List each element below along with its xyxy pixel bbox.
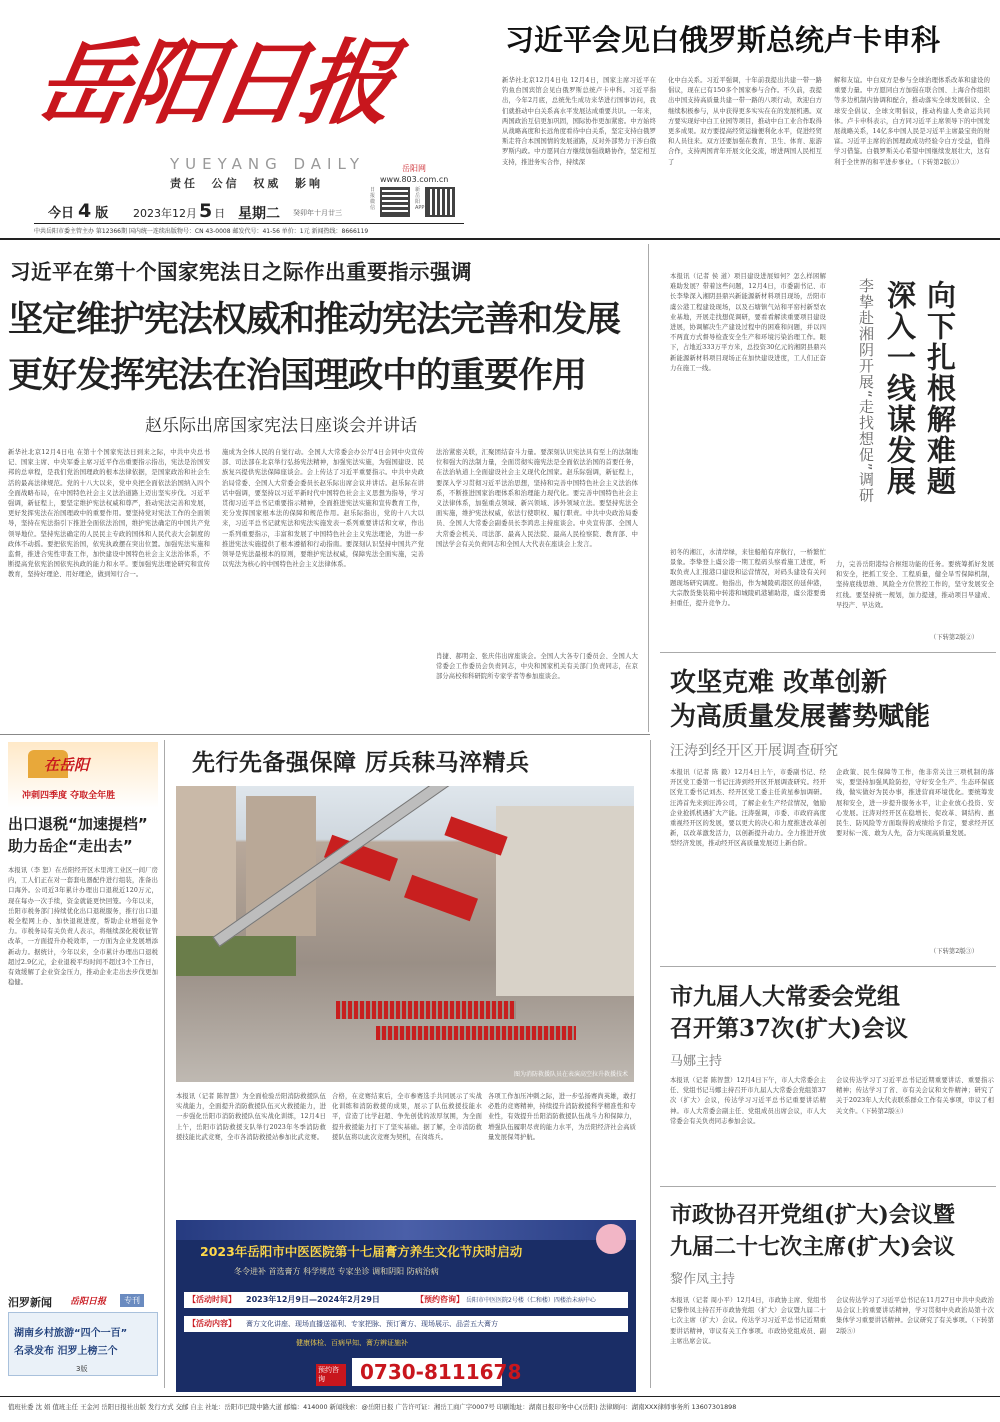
ad-content-label: 【活动内容】	[188, 1319, 236, 1328]
top-story-headline[interactable]: 习近平会见白俄罗斯总统卢卡申科	[505, 23, 941, 57]
reform-bottom-divider	[660, 966, 996, 967]
npc-col1: 本报讯（记者 陈智慧）12月4日下午，市人大常委会主任、党组书记马娜主持召开市九届人大常委会党组第37次（扩大）会议，传达学习习近平总书记重要讲话精神。市人大常委会副主任、党组成员出席会议，市人大常委会有关负责同志参加会议。	[670, 1077, 826, 1125]
side-headline-1[interactable]: 向下扎根解难题	[923, 280, 957, 497]
reform-col2: 企政策、民生保障等工作，他非常关注三项机制的落实，要坚持加强风险防控，守好安全生产、生态环保底线，做实做好为民办事，推进营商环境优化。要统筹发展和安全，进一步提升服务水平，让企业放心投资、安心发展。汪涛对经开区在稳增长、促改革、调结构、惠民生、防风险等方面取得的成绩给予肯定，要求经开区要对标一流、敢为人先，奋力实现高质量发展。	[836, 769, 994, 838]
ad-slogan: 冬令进补 首选膏方 科学规范 专家坐诊 调和阴阳 防病治病	[234, 1267, 439, 1276]
ad-decor	[176, 1220, 636, 1240]
ad-sub-content: 健康体检、百病早知、膏方辨证施补	[296, 1339, 408, 1347]
lead-col1: 新华社北京12月4日电 在第十个国家宪法日到来之际，中共中央总书记、国家主席、中央军委主席习近平作出重要指示指出，宪法是治国安邦的总章程，是我们党治国理政的根本法律依据，是国家政治和社会生活的最高法律规范。党的十八大以来，党中央把全面依法治国纳入四个全面战略布局，在中国特色社会主义法治道路上迈出坚实步伐。习近平强调，新征程上，要坚定维护宪法权威和尊严，推动宪法完善和发展，更好发挥宪法在治国理政中的重要作用。要坚持党对宪法工作的全面领导，坚持在宪法指引下推进全面依法治国，维护宪法确定的中国共产党领导地位。坚持宪法确定的人民民主专政的国体和人民代表大会制度的政体不动摇。要把依宪治国，依宪执政摆在突出位置。加强宪法实施和监督，推进合宪性审查工作，加快建设中国特色社会主义法治体系，不断提高党依宪治国依宪执政的能力和水平。要加强宪法理论研究和宣传教育，坚持好理论、用好理论，做到知行合一。	[8, 449, 210, 579]
side-bottom-divider	[660, 652, 996, 653]
photo-firetruck	[404, 875, 478, 921]
left-story-body: 本报讯（李 恕）在岳阳经开区木里湾工业区一间厂房内，工人们正在对一套套电器配件进行组装，准备出口海外。公司近3年累计办理出口退税近120万元，现在每办一次手续，资金就能更快回笼。今年以来，岳阳市税务部门持续优化出口退税服务，推行出口退税全程网上办、加快退税进度，帮助企业增强竞争力。市税务局有关负责人表示，将继续深化税收征管改革，一方面提升办税效率，一方面为企业发展增添新动力。据统计，今年以来，全市累计办理出口退税超过2.9亿元，企业退税平均时间不超过3个工作日，有效缓解了企业资金压力，推动企业走出去步伐更加稳健。	[8, 867, 158, 987]
masthead-logo: 岳阳日报	[28, 29, 400, 137]
edition-unit: 版	[95, 206, 109, 221]
ad-content: 膏方文化讲座、现场直播送福利、专家把脉、预订膏方、现场展示、品尝五大膏方	[246, 1320, 498, 1328]
lead-headline-2[interactable]: 更好发挥宪法在治国理政中的重要作用	[8, 356, 587, 396]
qr-code-wechat[interactable]	[380, 187, 410, 217]
ad-place: 岳阳市中医医院2号楼（仁和楼）四楼治未病中心	[466, 1297, 596, 1304]
promo-label: 汨罗新闻	[8, 1296, 52, 1309]
cppcc-headline-2[interactable]: 九届二十七次主席(扩大)会议	[670, 1234, 955, 1260]
left-banner	[8, 742, 158, 808]
left-headline-2[interactable]: 助力岳企“走出去”	[8, 837, 133, 855]
hospital-ad[interactable]	[176, 1220, 636, 1392]
date-day: 5	[199, 200, 213, 222]
npc-subhead: 马娜主持	[670, 1054, 723, 1069]
ad-time-label: 【活动时间】	[188, 1295, 236, 1304]
lunar-date: 癸卯年十月廿三	[293, 209, 342, 217]
top-divider	[0, 238, 1000, 240]
reform-subhead: 汪涛到经开区开展调查研究	[670, 743, 838, 759]
center-right-divider	[650, 740, 651, 1388]
lead-col3b: 肖捷、郝明金、张庆伟出席座谈会。全国人大各专门委员会、全国人大常委会工作委员会负责同志，中央和国家机关有关部门负责同志，在京部分高校和科研院所专家学者等参加座谈会。	[436, 653, 638, 681]
npc-headline-2[interactable]: 召开第37次(扩大)会议	[670, 1015, 908, 1042]
date-year: 2023年12月	[133, 207, 197, 220]
npc-headline-1[interactable]: 市九届人大常委会党组	[670, 983, 900, 1010]
promo-headline-1: 湖南乡村旅游“四个一百”	[14, 1328, 128, 1339]
cppcc-headline-1[interactable]: 市政协召开党组(扩大)会议暨	[670, 1202, 955, 1228]
promo-logo: 岳阳日报	[70, 1297, 107, 1307]
qr-code-app[interactable]	[425, 187, 455, 217]
reform-headline-2[interactable]: 为高质量发展蓄势赋能	[670, 702, 931, 732]
fire-col2: 合格，在竞赛结束后，全市参赛选手共同展示了实战化训练和消防救援的成果，展示了队伍救援技能水平，营造了比学赶超、争先创优的浓厚氛围，为全面提升救援能力打下了坚实基础。据了解，全市消防救援队伍将以此次竞赛为契机，在岗练兵。	[332, 1093, 482, 1141]
banner-label: 在岳阳	[44, 756, 90, 774]
top-story-col1: 新华社北京12月4日电 12月4日，国家主席习近平在钓鱼台国宾馆会见白俄罗斯总统卢卡申科。习近平指出，今年2月底，总统先生成功来华进行国事访问，我们就推动中白关系高水平发展达成重要共识。一年来，两国政治互信更加巩固，国际协作更加紧密。中方始终从战略高度和长远角度看待中白关系，坚定支持白俄罗斯走符合本国国情的发展道路，反对外部势力干涉白俄罗斯内政。中方愿同白方继续加强战略协作，坚定相互支持，推进务实合作，持续深	[502, 77, 656, 166]
reform-jump: （下转第2版③）	[930, 948, 979, 955]
side-story-jump: （下转第2版②）	[930, 634, 979, 641]
ad-time: 2023年12月9日—2024年2月29日	[246, 1295, 380, 1304]
reform-headline-1[interactable]: 攻坚克难 改革创新	[670, 668, 888, 698]
left-headline-1[interactable]: 出口退税“加速提档”	[8, 815, 148, 833]
footer-divider	[0, 1396, 1000, 1397]
top-story-col3: 解和友谊。中白双方是参与全球治理体系改革和建设的重要力量。中方愿同白方加强在联合国、上海合作组织等多边机制内协调和配合，推动落实全球发展倡议、全球安全倡议、全球文明倡议，推动构建人类命运共同体。卢卡申科表示，白方同习近平主席领导下的中国发展战略关系，14亿多中国人民是习近平主席最宝贵的财富。习近平主席的治国理政成功经验令白方受益，值得学习借鉴。白俄罗斯关心希望中国继续发展壮大，这有利于全世界的和平进步事业。（下转第2版①）	[834, 77, 990, 166]
masthead-pinyin: YUEYANG DAILY	[170, 155, 365, 173]
promo-pointer: 3版	[76, 1365, 88, 1373]
ad-phone[interactable]: 0730-8111678	[352, 1358, 502, 1386]
date-info	[133, 200, 225, 222]
photo-building	[176, 786, 236, 946]
fire-photo[interactable]	[176, 786, 634, 1082]
lead-subhead: 赵乐际出席国家宪法日座谈会并讲话	[145, 416, 417, 436]
date-suffix: 日	[214, 207, 226, 220]
side-story-col1: 本报讯（记者 侯 道）项目建设进展如何？怎么样困解难助发展？带着这些问题，12月4日，市委副书记、市长李挚深入湘阴县鼎兴新能源新材料项目现场，岳阳市虞公港工程建设现场，以及石塘镇气站和平窑村新型农业基地，开展走找想促调研，要看看解读重要项目建设进展，协调解决生产建设过程中的困难和问题，并以四不两直方式督导检查安全生产和环境污染治理工作。眼下，占地近333万平方米，总投资30亿元的湘阴县鼎兴新能源新材料项目现场正在加快建设进度，工人们正奋力在施工一线。	[670, 273, 826, 372]
fire-col1: 本报讯（记者 陈智慧）为全面检验岳阳消防救援队伍实战能力，全面提升消防救援队伍灭火救援能力，进一步强化岳阳市消防救援队伍实战化训练，12月4日上午，岳阳市消防救援支队举行2023年冬季消防救援技能比武竞赛，全市各消防救援站参加比武竞赛。	[176, 1093, 326, 1141]
top-story-col2: 化中白关系。习近平强调，十年前我提出共建一带一路倡议，现在已有150多个国家参与合作。不久前，我提出中国支持高质量共建一带一路的八项行动，欢迎白方继续积极参与，从中获得更多实实在在的发展机遇。双方要实现好中白工业园等项目，推动中白工业合作取得更多成果。双方要提高经贸运输便利化水平，促进经贸和人员往来。双方还要加强在教育、卫生、体育、旅游合作，支持两国青年开展文化交流，增进两国人民相互了	[668, 77, 822, 166]
edition-info	[48, 200, 108, 222]
photo-building	[496, 806, 634, 996]
edition-number: 4	[78, 200, 92, 222]
cppcc-col1: 本报讯（记者 周小平）12月4日，市政协主席、党组书记黎作凤主持召开市政协党组（扩大）会议暨九届二十七次主席（扩大）会议。传达学习习近平总书记近期重要讲话精神，审议有关工作事项。市政协党组成员、副主席出席会议。	[670, 1297, 826, 1345]
cppcc-col2: 会议传达学习了习近平总书记在11月27日中共中央政治局会议上的重要讲话精神，学习贯彻中央政治局第十次集体学习重要讲话精神。会议研究了有关事项。（下转第2版⑤）	[836, 1297, 994, 1335]
promo-headline-2: 名录发布 汨罗上榜三个	[14, 1346, 118, 1357]
website-url[interactable]: www.803.com.cn	[380, 175, 449, 184]
qr1-label: 日报微信	[370, 187, 376, 211]
footer-info: 值班社委 沈 娟 值班主任 王金河 岳阳日报社出版 发行方式 交邮 自主 社址：岳阳市巴陵中路大道 邮编：414000 新闻线索：@岳阳日报 广告许可证：湘岳工商广字0007号 印刷地址：湖南日报印务中心(岳阳) 法律顾问：湖南XXX律师事务所 13607301898	[8, 1403, 737, 1411]
banner-sub: 冲刺四季度 夺取全年胜	[22, 791, 116, 801]
photo-crowd	[336, 1001, 516, 1019]
left-col-divider	[164, 740, 165, 1388]
npc-col2: 会议传达学习了习近平总书记近期重要讲话、重要指示精神；传达学习了省、市有关会议和文件精神；研究了关于2023年人大代表联系群众工作有关事项，审议了相关文件。（下转第2版④）	[836, 1077, 994, 1115]
side-story-col2: 力，完善岳阳港综合枢纽功能的任务。要统筹抓好发展和安全，把抓工安全、工程质量，健全旱雪保障机制，坚持底线思维、风险全方位管控工作的，坚守发展安全红线。要坚持统一规划，加力提速，推动项目早建成、早投产、早达效。	[836, 561, 994, 609]
ad-phone-label: 预约咨询	[316, 1364, 346, 1386]
weekday: 星期二	[238, 206, 280, 222]
lead-bottom-divider	[0, 734, 650, 735]
side-story-col1b: 初冬的湘江，水清岸绿，来往船舶有序航行，一桥繁忙景象。李挚登上虞公港一期工程码头察看施工进度，听取负责人汇报港口建设和运营情况，对码头建设有关问题现场研究调度。他指出，作为城陵矶港区的延伸港，大宗散货集装箱中转港和城陵矶港辅助港，虞公港要勇担重任，提升竞争力。	[670, 549, 826, 608]
ad-title: 2023年岳阳市中医医院第十七届膏方养生文化节庆时启动	[200, 1244, 523, 1259]
fire-headline[interactable]: 先行先备强保障 厉兵秣马淬精兵	[192, 749, 530, 776]
masthead-motto: 责任 公信 权威 影响	[170, 177, 323, 190]
photo-caption: 图为消防救援队员在表演高空拉升救援技术	[513, 1071, 628, 1078]
website-label: 岳阳网	[402, 164, 426, 173]
lead-col3: 法治紧密关联，汇聚团结奋斗力量。要深刻认识宪法具有至上的法制地位和强大的法制力量，全面贯彻实施宪法是全面依法治国的首要任务，在法治轨道上全面建设社会主义现代化国家。赵乐际强调，新征程上，要深入学习贯彻习近平法治思想，坚持和完善中国特色社会主义法治体系，不断推进国家治理体系和治理能力现代化。要完善中国特色社会主义法律体系，加强重点领域、新兴领域、涉外领域立法。要坚持宪法全面实施，维护宪法权威，依法行使职权、履行职责。中共中央政治局委员、全国人大常委会副委员长李鸿忠主持座谈会。中央宣传部、全国人大常委会机关、司法部、最高人民法院、最高人民检察院、教育部、中国法学会有关负责同志和全国人大代表在座谈会上发言。	[436, 449, 638, 548]
publication-info: 中共岳阳市委主管主办 第12366期 国内统一连续出版物号：CN 43-0008 邮发代号：41-56 单价：1元 新闻热线：8666119	[34, 228, 369, 235]
side-headline-2[interactable]: 深入一线谋发展	[883, 280, 917, 497]
photo-crowd	[376, 1026, 576, 1040]
side-subhead: 李挚赴湘阴开展“走找想促”调研	[857, 278, 875, 504]
qr2-label: 新岳阳APP	[415, 187, 425, 211]
edition-label: 今日	[48, 206, 75, 221]
reform-col1: 本报讯（记者 陈 毅）12月4日上午，市委副书记、经开区党工委第一书记汪涛到经开区开展调查研究。经开区党工委书记刘杰、经开区党工委主任黄星参加调研。汪涛首先来到汪涛公司，了解企业生产经营情况，勉励企业抢抓机遇扩大产能。汪涛强调，市委、市政府高度重视经开区的发展，要以更大的决心和力度推进改革创新，以改革激发活力，以创新提升动力。全力推进开放型经济发展，推动经开区高质量发展迈上新台阶。	[670, 769, 826, 848]
lead-kicker: 习近平在第十个国家宪法日之际作出重要指示强调	[10, 260, 472, 284]
fire-col3: 各项工作加压冲刺之际，进一步弘扬赛尚英雄，敢打必胜的竞赛精神，持续提升消防救援科学精准性和专业性，有效提升岳阳消防救援队伍战斗力和保障力，增强队伍履职尽责的能力水平，为岳阳经济社会高质量发展保驾护航。	[488, 1093, 636, 1141]
cppcc-subhead: 黎作凤主持	[670, 1272, 736, 1287]
ad-place-label: 【预约咨询】	[416, 1295, 464, 1304]
lead-right-divider	[648, 244, 649, 732]
lead-headline-1[interactable]: 坚定维护宪法权威和推动宪法完善和发展	[8, 300, 621, 340]
masthead-divider	[34, 223, 464, 224]
lead-col2: 施成为全体人民的自觉行动。全国人大常委会办公厅4日会同中央宣传部、司法部在北京举行弘扬宪法精神，加强宪法实施，为强国建设、民族复兴提供宪法保障座谈会。会上传达了习近平重要指示。中共中央政治局常委、全国人大常委会委员长赵乐际出席会议并讲话。赵乐际在讲话中强调，要坚持以习近平新时代中国特色社会主义思想为指导，学习贯彻习近平总书记重要指示精神，全面推进宪法实施和宣传教育工作，充分发挥国家根本法的保障和规范作用。赵乐际指出，党的十八大以来，习近平总书记就宪法和宪法实施发表一系列重要讲话和文章，作出一系列重要指示，丰富和发展了中国特色社会主义宪法理论，为进一步推进宪法实施提供了根本遵循和行动指南。要深刻认识坚持中国共产党领导是宪法最根本的原则，要维护宪法权威，保障宪法全面实施，完善以宪法为核心的中国特色社会主义法律体系。	[222, 449, 424, 569]
promo-tag: 专刊	[120, 1294, 144, 1307]
npc-bottom-divider	[660, 1186, 996, 1187]
photo-trees	[176, 936, 296, 976]
promo-box[interactable]	[8, 1292, 158, 1390]
